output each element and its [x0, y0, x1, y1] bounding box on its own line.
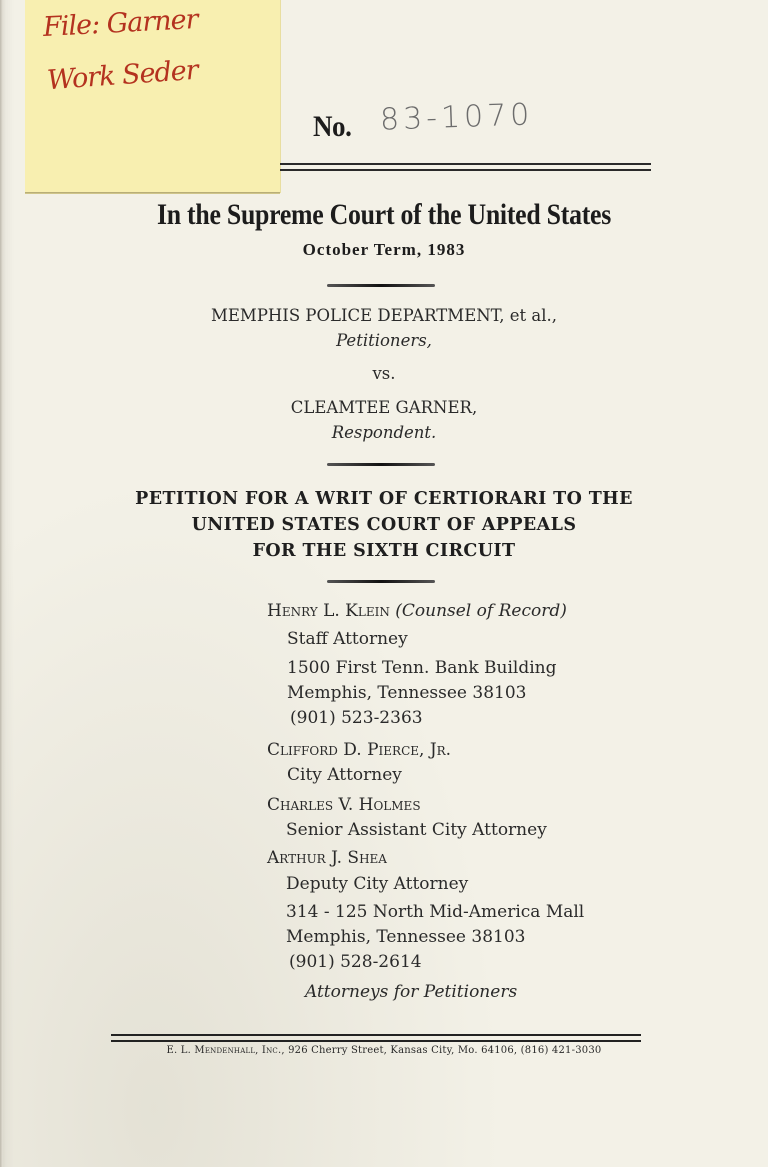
- counsel-klein-address1: 1500 First Tenn. Bank Building: [287, 658, 557, 678]
- divider-1: [327, 284, 435, 287]
- counsel-klein-name: Henry L. Klein: [267, 601, 390, 621]
- petition-line-2: UNITED STATES COURT OF APPEALS: [191, 515, 577, 535]
- footer-rule-top: [111, 1034, 641, 1036]
- sticky-note: [25, 0, 280, 193]
- divider-3: [327, 580, 435, 583]
- counsel-shea-address1: 314 - 125 North Mid-America Mall: [286, 902, 585, 922]
- court-title: In the Supreme Court of the United States: [156, 198, 612, 231]
- printer-name: E. L. Mendenhall, Inc.,: [166, 1045, 285, 1056]
- printer-address: 926 Cherry Street, Kansas City, Mo. 64106, (816) 421-3030: [284, 1045, 602, 1056]
- counsel-shea-name: Arthur J. Shea: [267, 848, 387, 868]
- sticky-note-line-1: File: Garner: [42, 3, 199, 44]
- petitioner-name: MEMPHIS POLICE DEPARTMENT, et al.,: [210, 306, 558, 325]
- counsel-holmes-title: Senior Assistant City Attorney: [286, 820, 547, 840]
- case-number-handwritten: 83-1070: [379, 97, 534, 138]
- counsel-klein-address2: Memphis, Tennessee 38103: [287, 683, 527, 703]
- counsel-pierce-title: City Attorney: [287, 765, 402, 785]
- court-term: October Term, 1983: [302, 240, 466, 259]
- sticky-note-line-2: Work Seder: [46, 54, 199, 97]
- printer-credit: [0, 1045, 768, 1056]
- case-number-label: No.: [313, 110, 352, 143]
- footer-rule-bottom: [111, 1040, 641, 1042]
- petition-heading: [0, 486, 768, 564]
- counsel-klein-title: Staff Attorney: [287, 629, 408, 649]
- petition-line-3: FOR THE SIXTH CIRCUIT: [252, 541, 516, 561]
- counsel-shea-title: Deputy City Attorney: [286, 874, 469, 894]
- respondent-name: CLEAMTEE GARNER,: [290, 398, 478, 417]
- header-rule-top: [280, 163, 651, 165]
- counsel-of-record-note: (Counsel of Record): [395, 601, 567, 621]
- page-spine-edge: [0, 0, 3, 1167]
- petition-line-1: PETITION FOR A WRIT OF CERTIORARI TO THE: [135, 489, 633, 509]
- counsel-pierce-name: Clifford D. Pierce, Jr.: [267, 740, 452, 760]
- attorneys-for-petitioners: Attorneys for Petitioners: [305, 982, 518, 1002]
- petitioner-role: Petitioners,: [336, 331, 432, 350]
- counsel-klein-line: [267, 601, 567, 621]
- counsel-klein-phone: (901) 523-2363: [290, 708, 423, 728]
- header-rule-bottom: [280, 169, 651, 171]
- counsel-shea-phone: (901) 528-2614: [289, 952, 422, 972]
- counsel-holmes-name: Charles V. Holmes: [267, 795, 421, 815]
- counsel-shea-address2: Memphis, Tennessee 38103: [286, 927, 526, 947]
- versus-label: vs.: [372, 364, 396, 383]
- respondent-role: Respondent.: [331, 423, 437, 442]
- divider-2: [327, 463, 435, 466]
